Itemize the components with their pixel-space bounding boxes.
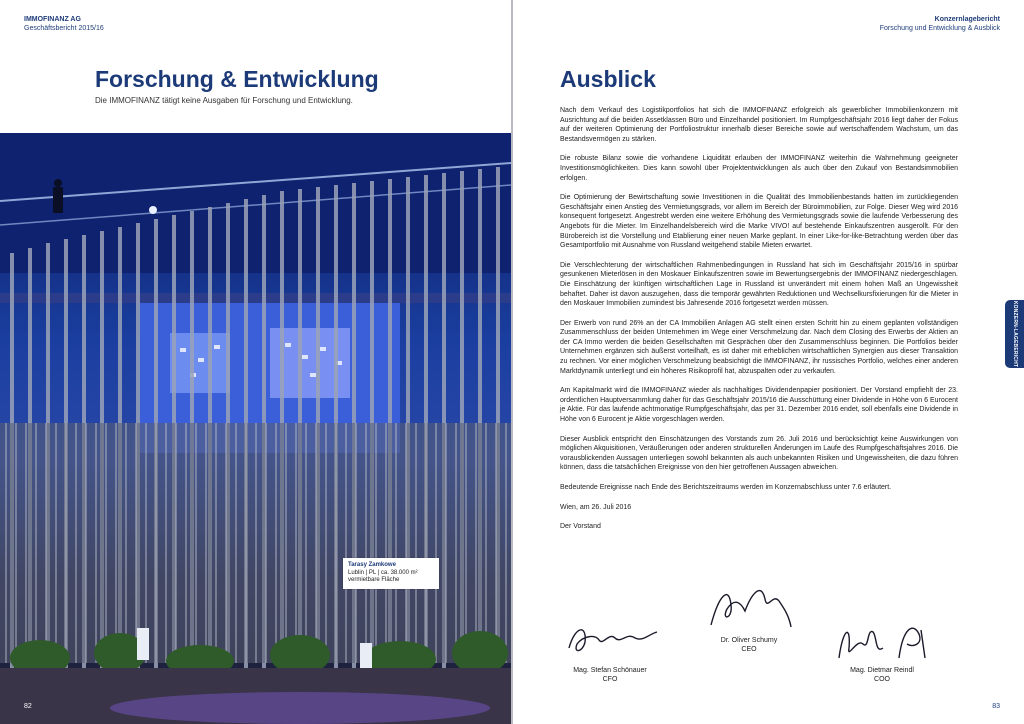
paragraph: Die Optimierung der Bewirtschaftung sowie Investitionen in die Qualität des Immobilienbestands hatten im zurückliegenden Geschäftsjahr einen Anstieg des Vermietungsgrads, vor allem im Bereich der Büroimmobilien, zur Folge. Dieser Weg wird 2016 konsequent fortgesetzt. Angestrebt werden eine weitere Erhöhung des Vermietungsgrads sowie die laufende Verbesserung des Angebots für die Mieter. Im Einzelhandelsbereich wird die Marke VIVO! auf bestehende Einkaufszentren ausgerollt. Für den Bürobereich ist die Vorstellung und Etablierung einer neuen Marke geplant. In einer Like-for-like-Betrachtung werden über das Gesamtportfolio mit Ausnahme von Russland weitgehend stabile Mieten erwartet. xyxy=(560,194,958,250)
header-topic: Forschung und Entwicklung & Ausblick xyxy=(879,25,1000,32)
signature-cfo xyxy=(565,618,660,660)
right-running-header xyxy=(880,15,1000,33)
header-report: Geschäftsbericht 2015/16 xyxy=(24,25,104,32)
paragraph: Dieser Ausblick entspricht den Einschätzungen des Vorstands zum 26. Juli 2016 und berücksichtigt keine Auswirkungen von möglichen Akquisitionen, Veräußerungen oder anderen strukturellen Änderungen im Laufe des Rumpfgeschäftsjahres 2016. Die vorausblickenden Aussagen unterliegen sowohl bekannten als auch unbekannten Risiken und Ungewissheiten, die dazu führen können, dass die tatsächlichen Ereignisse von den hier getroffenen Aussagen abweichen. xyxy=(560,435,958,472)
signatory-coo xyxy=(827,666,937,684)
signatory-ceo xyxy=(689,636,809,654)
body-text xyxy=(560,106,958,542)
page-title-ausblick: Ausblick xyxy=(560,66,656,92)
page-number-left: 82 xyxy=(24,703,32,710)
paragraph: Bedeutende Ereignisse nach Ende des Berichtszeitraums werden im Konzernabschluss unter 7.6 erläutert. xyxy=(560,484,892,491)
caption-location: Lublin | PL | ca. 38.000 m² xyxy=(348,569,418,576)
page-title-forschung: Forschung & Entwicklung xyxy=(95,66,379,92)
right-page xyxy=(513,0,1024,724)
signatory-cfo xyxy=(555,666,665,684)
building-photo xyxy=(0,133,511,724)
paragraph: Nach dem Verkauf des Logistikportfolios hat sich die IMMOFINANZ erfolgreich als gewerblicher Immobilienkonzern mit Ausrichtung auf die beiden Assetklassen Büro und Einzelhandel positioniert. Im Rumpfgeschäftsjahr 2016 liegt daher der Fokus auf der weiteren Optimierung der Portfoliostruktur innerhalb dieser Bereiche sowie auf wertschaffendem Wachstum, um das Bestandsvermögen zu stärken. xyxy=(560,107,958,143)
caption-title: Tarasy Zamkowe xyxy=(348,562,396,568)
left-page xyxy=(0,0,511,724)
photo-caption xyxy=(343,558,439,589)
section-tab-label: KONZERN-LAGEBERICHT xyxy=(1011,300,1018,368)
header-section: Konzernlagebericht xyxy=(934,16,1000,23)
date-line: Wien, am 26. Juli 2016 xyxy=(560,503,632,511)
paragraph: Die Verschlechterung der wirtschaftlichen Rahmenbedingungen in Russland hat sich im Geschäftsjahr 2015/16 in spürbar gesunkenen Mieterlösen in den Moskauer Einkaufszentren sowie im Bewertungsergebnis der IMMOFINANZ niedergeschlagen. Die Einschätzung der künftigen wirtschaftlichen Lage in Russland ist unverändert mit einem hohen Maß an Ungewissheit behaftet. Daher ist davon auszugehen, dass die temporär gewährten Reduktionen und Wechselkursfixierungen für die Mieter in den Moskauer Immobilien zumindest bis Jahresende 2016 fortgesetzt werden müssen. xyxy=(560,261,958,308)
building-illustration xyxy=(0,133,511,724)
caption-area: vermietbare Fläche xyxy=(348,577,400,583)
signatory-role: COO xyxy=(874,676,890,683)
paragraph: Der Erwerb von rund 26% an der CA Immobilien Anlagen AG stellt einen ersten Schritt hin zu einem geplanten vollständigen Zusammenschluss der beiden Unternehmen im Wege einer Verschmelzung dar. Nach dem Closing des Erwerbs der Aktien an der CA Immo werden die beiden Gesellschaften mit Gesprächen über den Zusammenschluss beginnen. Die Portfolios beider Unternehmen ergänzen sich äußerst vorteilhaft, es ist daher mit erheblichen wirtschaftlichen Synergien aus dieser Transaktion zu rechnen. Vor einer möglichen Verschmelzung beabsichtigt die IMMOFINANZ, ihr russisches Portfolio, welches einer anderen Marktdynamik unterliegt und ein höheres Risikoprofil hat, abzuspalten oder zu verkaufen. xyxy=(560,319,958,375)
header-company: IMMOFINANZ AG xyxy=(24,16,81,23)
signatory-name: Mag. Dietmar Reindl xyxy=(850,667,914,674)
signature-ceo xyxy=(705,575,795,635)
signatory-name: Dr. Oliver Schumy xyxy=(720,637,778,644)
section-tab[interactable] xyxy=(1005,300,1024,368)
left-running-header xyxy=(24,15,104,33)
signature-coo xyxy=(833,618,933,664)
board-line: Der Vorstand xyxy=(560,523,601,531)
paragraph: Am Kapitalmarkt wird die IMMOFINANZ wieder als nachhaltiges Dividendenpapier positioniert. Der Vorstand empfiehlt der 23. ordentlichen Hauptversammlung daher für das Geschäftsjahr 2015/16 die Ausschüttung einer Dividende in Höhe von 6 Eurocent je Aktie. Für das laufende achtmonatige Rumpfgeschäftsjahr, das per 31. Dezember 2016 endet, soll ebenfalls eine Dividende in Höhe von 6 Eurocent je Aktie vorgeschlagen werden. xyxy=(560,387,958,424)
paragraph: Die robuste Bilanz sowie die vorhandene Liquidität erlauben der IMMOFINANZ weiterhin die Wahrnehmung geeigneter Investitionsmöglichkeiten. Dies kann sowohl über Projektentwicklungen als auch über den Zukauf von Bestandsimmobilien erfolgen. xyxy=(560,155,958,182)
signatory-role: CEO xyxy=(741,646,757,653)
signatory-role: CFO xyxy=(602,676,618,683)
page-subtitle: Die IMMOFINANZ tätigt keine Ausgaben für Forschung und Entwicklung. xyxy=(95,96,353,105)
signatory-name: Mag. Stefan Schönauer xyxy=(573,667,647,674)
page-number-right: 83 xyxy=(992,703,1000,710)
